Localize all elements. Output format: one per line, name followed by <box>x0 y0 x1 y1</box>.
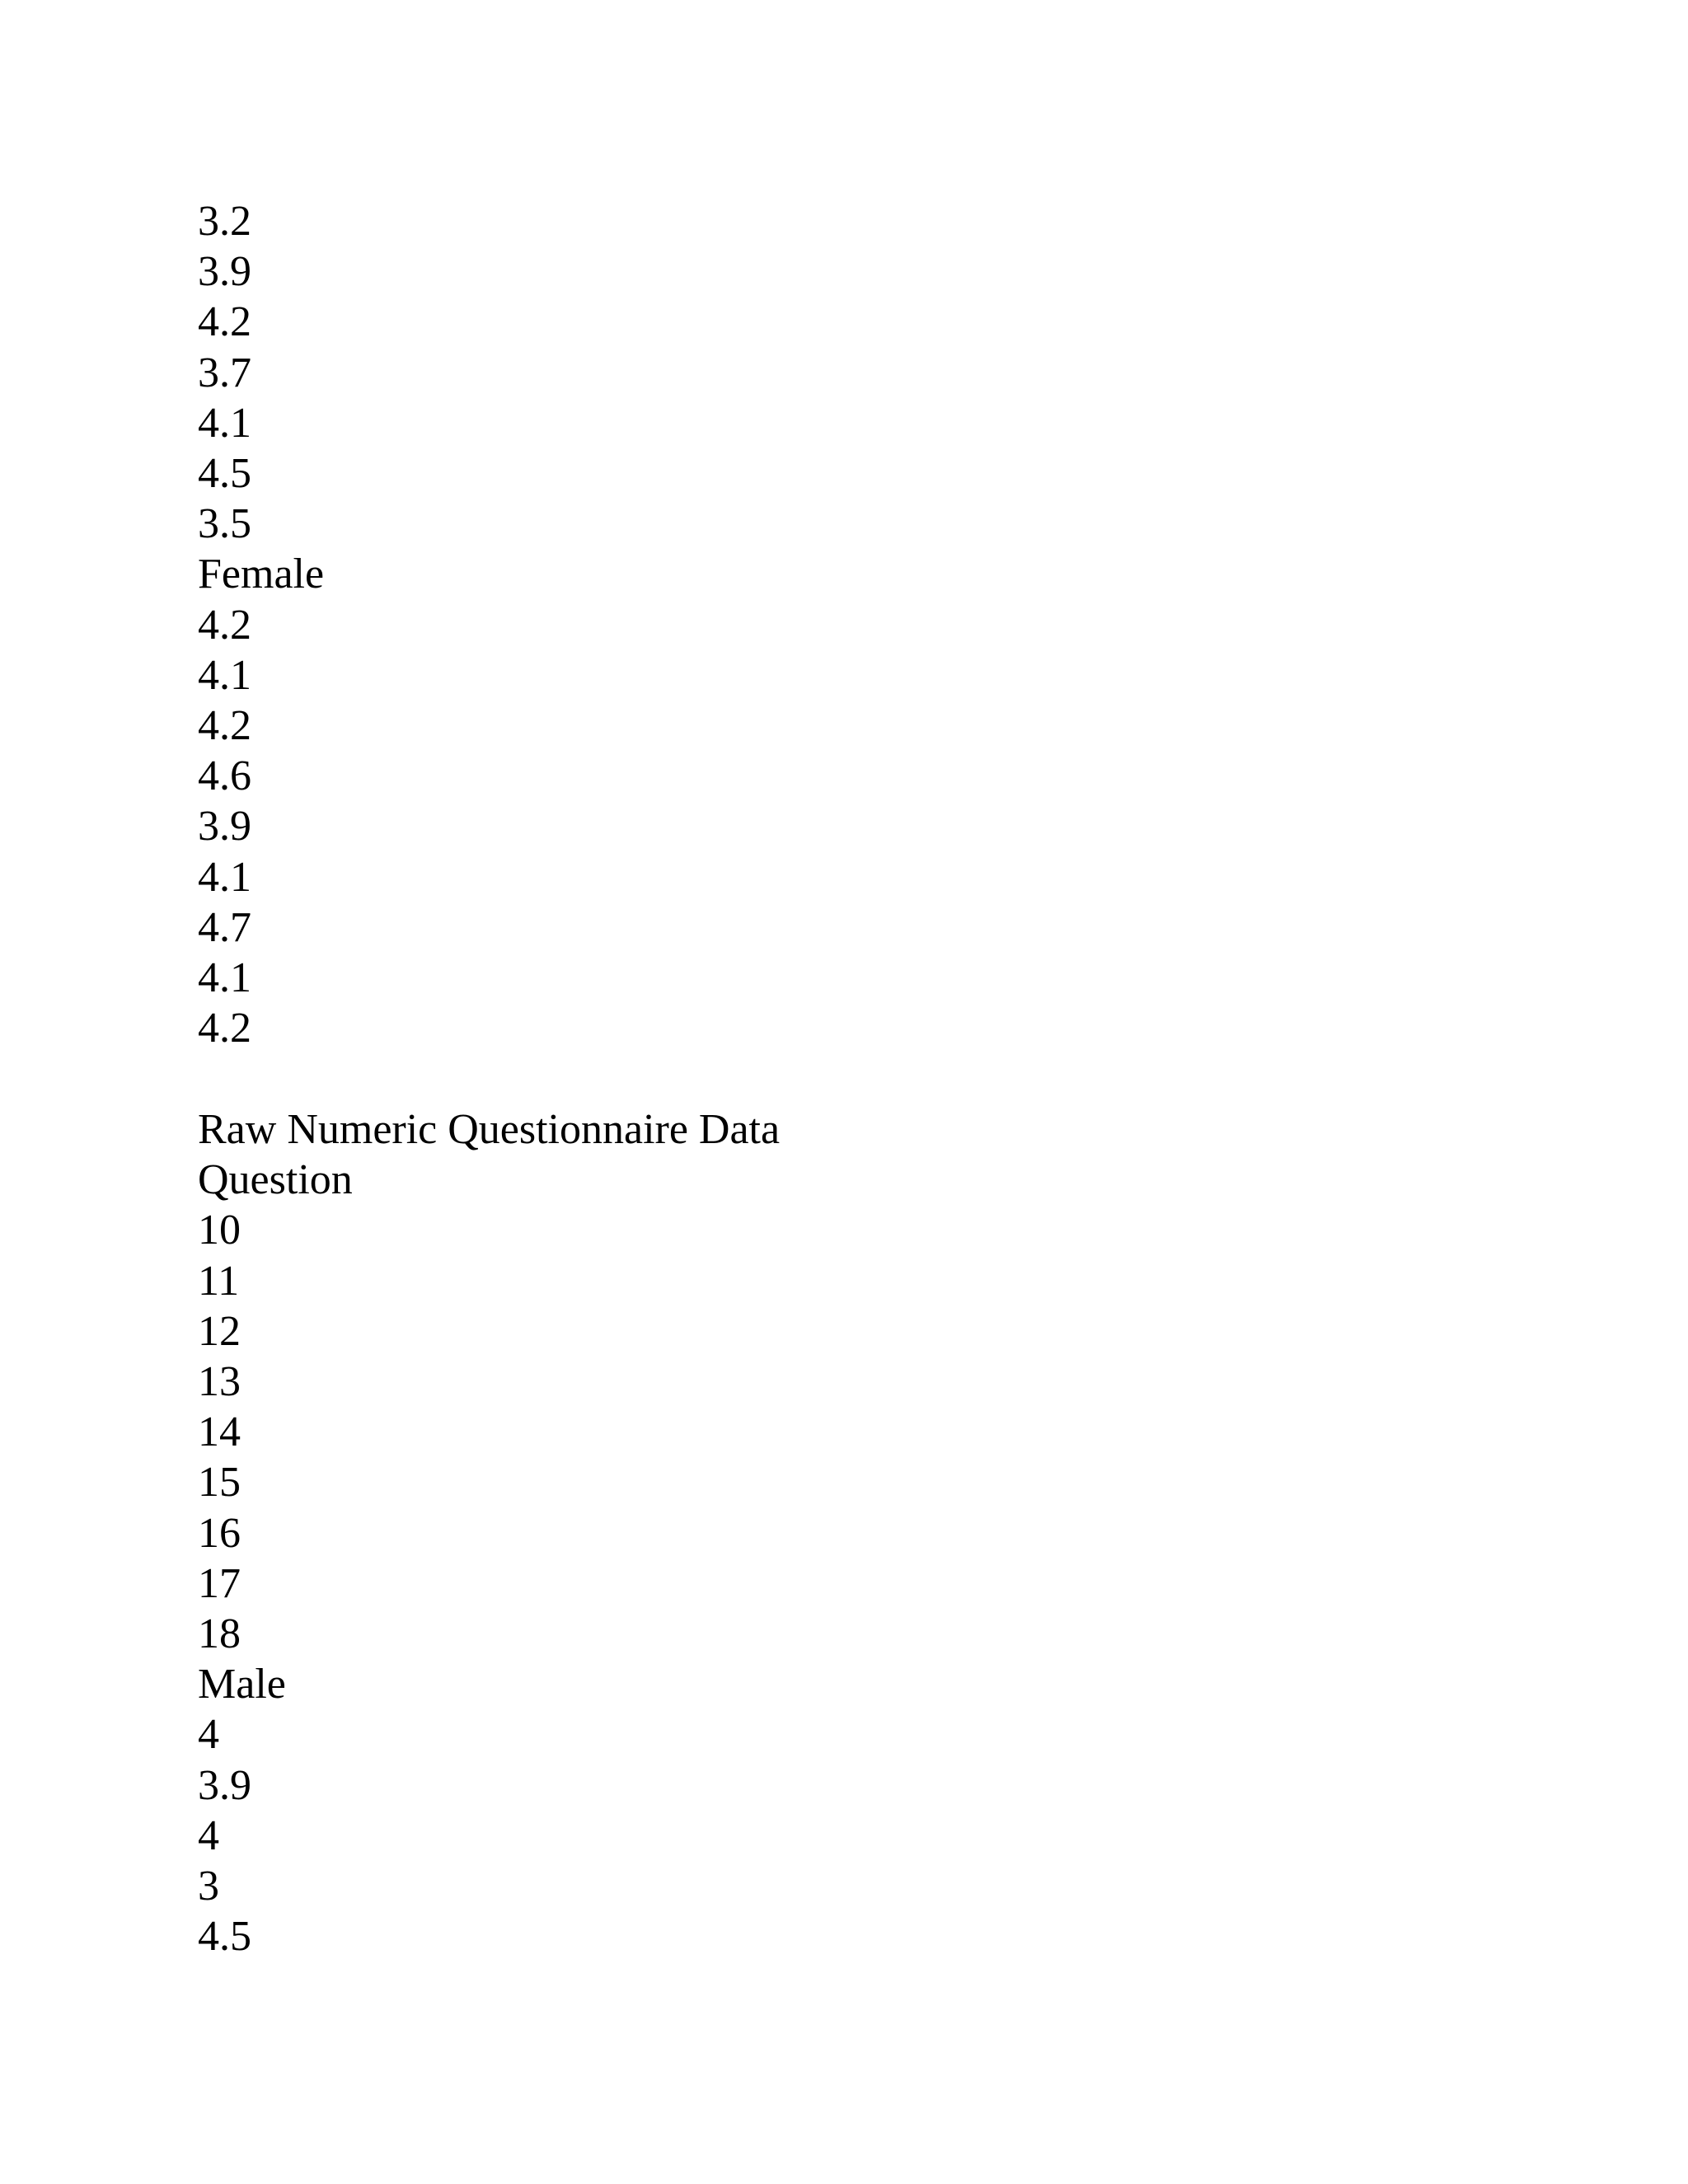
question-number: 13 <box>198 1358 241 1406</box>
lower-data-block <box>198 1104 780 1961</box>
female-value: 4.1 <box>198 853 251 901</box>
female-value: 4.2 <box>198 702 251 750</box>
male-value: 4 <box>198 1711 219 1759</box>
female-value: 4.2 <box>198 1005 251 1052</box>
male-value: 4.5 <box>198 1913 251 1961</box>
value-text: 3.5 <box>198 500 251 548</box>
female-value: 3.9 <box>198 803 251 851</box>
value-text: 3.9 <box>198 248 251 296</box>
question-number: 18 <box>198 1610 241 1658</box>
male-label: Male <box>198 1661 286 1708</box>
female-value: 4.1 <box>198 954 251 1002</box>
question-number: 15 <box>198 1459 241 1507</box>
female-value: 4.7 <box>198 903 251 951</box>
value-text: 4.2 <box>198 298 251 346</box>
value-text: 3.2 <box>198 198 251 245</box>
question-number: 10 <box>198 1207 241 1254</box>
female-value: 4.6 <box>198 752 251 800</box>
question-number: 16 <box>198 1509 241 1557</box>
female-label: Female <box>198 551 325 598</box>
value-text: 4.5 <box>198 450 251 498</box>
question-label: Question <box>198 1156 353 1204</box>
value-text: 3.7 <box>198 349 251 396</box>
female-value: 4.2 <box>198 601 251 649</box>
male-value: 3.9 <box>198 1761 251 1809</box>
question-number: 11 <box>198 1257 240 1305</box>
section-title: Raw Numeric Questionnaire Data <box>198 1106 781 1153</box>
question-number: 12 <box>198 1307 241 1355</box>
value-text: 4.1 <box>198 399 251 447</box>
male-value: 4 <box>198 1811 219 1859</box>
female-value: 4.1 <box>198 651 251 699</box>
upper-data-block <box>198 196 324 1053</box>
male-value: 3 <box>198 1863 219 1910</box>
question-number: 17 <box>198 1559 241 1607</box>
question-number: 14 <box>198 1408 241 1456</box>
